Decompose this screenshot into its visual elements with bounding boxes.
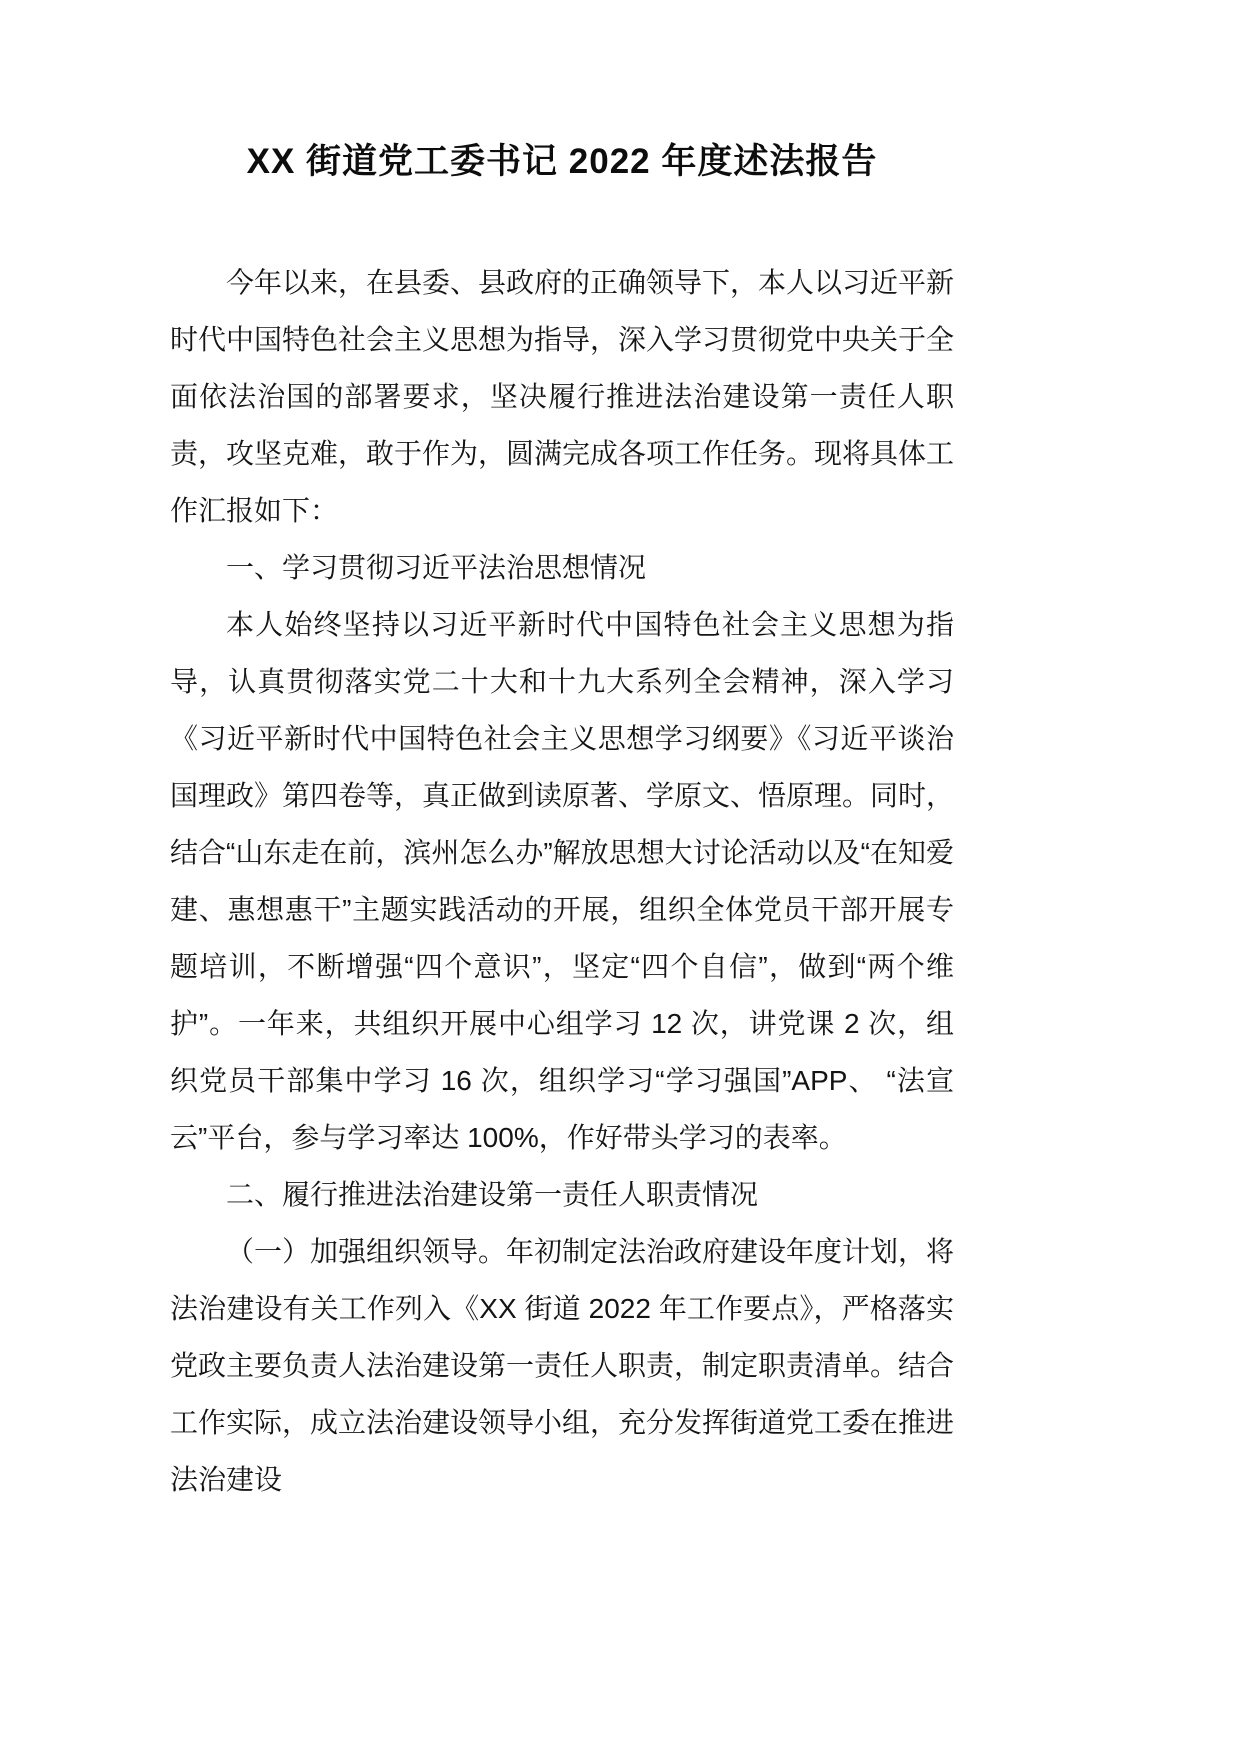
- paragraph-section-1: 本人始终坚持以习近平新时代中国特色社会主义思想为指导，认真贯彻落实党二十大和十九大系列全会精神，深入学习《习近平新时代中国特色社会主义思想学习纲要》《习近平谈治国理政》第四卷等，真正做到读原著、学原文、悟原理。同时，结合“山东走在前，滨州怎么办”解放思想大讨论活动以及“在知爱建、惠想惠干”主题实践活动的开展，组织全体党员干部开展专题培训，不断增强“四个意识”，坚定“四个自信”，做到“两个维护”。一年来，共组织开展中心组学习 12 次，讲党课 2 次，组织党员干部集中学习 16 次，组织学习“学习强国”APP、 “法宣云”平台，参与学习率达 100%，作好带头学习的表率。: [170, 609, 955, 1153]
- document-title: XX 街道党工委书记 2022 年度述法报告: [246, 142, 878, 181]
- paragraph-intro: 今年以来，在县委、县政府的正确领导下，本人以习近平新时代中国特色社会主义思想为指导，深入学习贯彻党中央关于全面依法治国的部署要求，坚决履行推进法治建设第一责任人职责，攻坚克难，敢于作为，圆满完成各项工作任务。现将具体工作汇报如下：: [170, 267, 955, 526]
- paragraph-section-2: （一）加强组织领导。年初制定法治政府建设年度计划，将法治建设有关工作列入《XX 街道 2022 年工作要点》，严格落实党政主要负责人法治建设第一责任人职责，制定职责清单。结合工作实际，成立法治建设领导小组，充分发挥街道党工委在推进法治建设: [170, 1236, 955, 1495]
- section-heading-2: 二、履行推进法治建设第一责任人职责情况: [226, 1179, 759, 1210]
- section-heading-1: 一、学习贯彻习近平法治思想情况: [226, 552, 647, 583]
